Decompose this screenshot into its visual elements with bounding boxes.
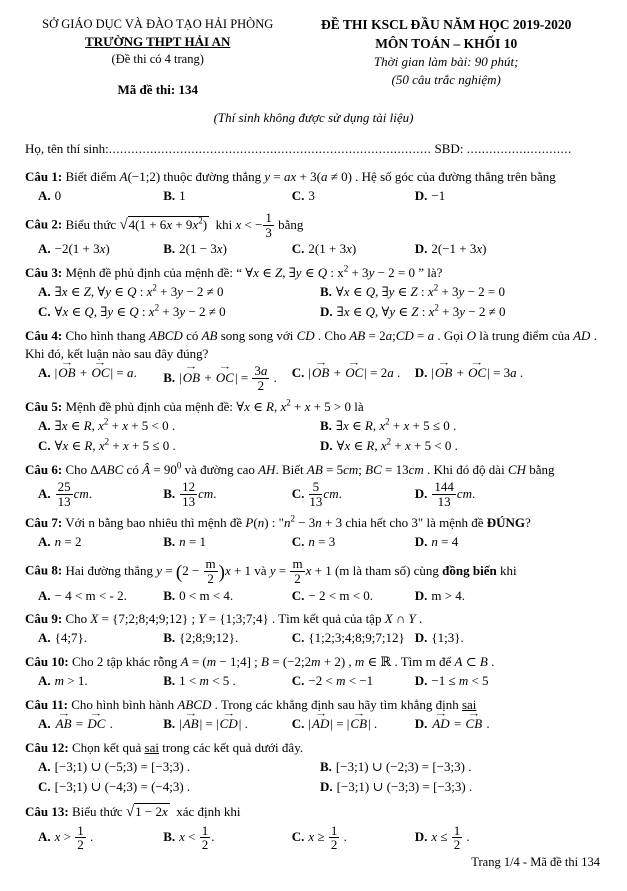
answer-option <box>320 758 602 776</box>
option-letter: D. <box>414 716 428 732</box>
option-letter: C. <box>291 534 305 550</box>
question-stem <box>25 739 602 757</box>
option-letter: A. <box>38 534 51 550</box>
option-text: {1;2;3;4;8;9;7;12} <box>308 630 405 646</box>
header-right-block <box>290 16 602 99</box>
answer-option <box>292 715 415 733</box>
question <box>25 398 602 455</box>
option-letter: B. <box>163 673 176 689</box>
page-footer: Trang 1/4 - Mã đề thi 134 <box>471 854 600 869</box>
pages-note: (Đề thi có 4 trang) <box>111 52 204 67</box>
sbd-label: SBD: <box>431 141 467 157</box>
question-stem <box>25 653 602 671</box>
answer-option <box>163 364 292 392</box>
candidate-name-label: Họ, tên thí sinh: <box>25 141 109 157</box>
option-text: $\frac{144}{13}$ cm. <box>434 479 476 509</box>
option-text: 0 < m < 4. <box>179 587 234 603</box>
question-label: Câu 13: <box>25 803 69 819</box>
option-letter: B. <box>320 759 332 774</box>
option-letter: A. <box>38 485 51 501</box>
question <box>25 168 602 205</box>
department-name: SỞ GIÁO DỤC VÀ ĐÀO TẠO HẢI PHÒNG <box>42 17 274 31</box>
answer-option <box>163 629 292 647</box>
answer-option <box>320 303 602 321</box>
answer-option <box>292 533 415 551</box>
question-text: Cho ΔABC có Â = $90^0$ và đường cao AH. Biết AB = 5cm; BC = 13cm . Khi đó độ dài CH bằng <box>65 460 555 478</box>
option-text: ∀x ∈ Q, ∃y ∈ Q : $x^2 + 3y - 2 \ne 0$ <box>54 302 226 320</box>
option-text: $\frac{25}{13}$ cm. <box>57 479 93 509</box>
option-text: $\frac{12}{13}$ cm. <box>182 479 217 509</box>
question-text: Cho hình thang ABCD có AB song song với CD . Cho AB = 2a;CD = a . Gọi O là trung điểm của AD . Khi đó, kết luận nào sau đây đúng? <box>25 328 597 362</box>
option-letter: C. <box>291 716 305 732</box>
option-letter: A. <box>38 759 51 774</box>
answer-options <box>25 480 602 508</box>
option-letter: D. <box>414 630 428 646</box>
option-text: −1 <box>431 188 446 204</box>
option-letter: A. <box>38 188 51 204</box>
answer-option <box>38 758 320 776</box>
answer-options <box>25 417 602 455</box>
option-letter: C. <box>291 829 305 845</box>
option-letter: D. <box>320 304 333 320</box>
answer-option <box>292 480 415 508</box>
option-letter: D. <box>320 778 333 794</box>
question-text: Biết điểm A(−1;2) thuộc đường thẳng y = ax + 3(a ≠ 0) . Hệ số góc của đường thẳng trên bằng <box>65 169 556 185</box>
answer-options <box>25 187 602 205</box>
option-text: [−3;1) ∪ (−2;3) = [−3;3) . <box>335 759 472 774</box>
option-letter: B. <box>320 418 332 434</box>
option-letter: C. <box>291 587 305 603</box>
answer-option <box>292 587 415 605</box>
question-text: Cho X = {7;2;8;4;9;12} ; Y = {1;3;7;4} . Tìm kết quả của tập X ∩ Y . <box>65 611 423 627</box>
option-letter: D. <box>414 829 428 845</box>
answer-options <box>25 758 602 796</box>
answer-option <box>320 283 602 301</box>
answer-option <box>320 437 602 455</box>
option-text: n = 3 <box>308 534 336 550</box>
question-stem <box>25 168 602 186</box>
option-text: {1;3}. <box>431 630 464 646</box>
option-letter: B. <box>320 284 332 300</box>
answer-option <box>38 364 163 392</box>
option-letter: C. <box>38 778 51 794</box>
question-text: Với n bằng bao nhiêu thì mệnh đề P(n) : "$n^2 - 3n + 3$ chia hết cho 3" là mệnh đề ĐÚNG? <box>65 514 531 531</box>
option-text: $\frac{5}{13}$ cm. <box>309 479 342 509</box>
answer-option <box>163 672 292 690</box>
option-letter: D. <box>414 241 428 257</box>
answer-option <box>415 480 602 508</box>
school-name: TRƯỜNG THPT HẢI AN <box>85 34 231 50</box>
answer-option <box>38 533 163 551</box>
answer-option <box>38 824 163 852</box>
option-letter: C. <box>38 304 51 320</box>
option-text: 2(1 − 3x) <box>179 241 227 257</box>
option-letter: B. <box>163 241 176 257</box>
question-label: Câu 10: <box>25 654 69 670</box>
option-text: ∃x ∈ R, $x^2 + x + 5 < 0$ . <box>54 416 176 434</box>
question <box>25 461 602 508</box>
option-text: m > 1. <box>54 673 88 689</box>
question <box>25 739 602 796</box>
option-letter: C. <box>38 438 51 454</box>
answer-option <box>415 587 602 605</box>
question <box>25 610 602 647</box>
option-letter: D. <box>320 438 333 454</box>
option-letter: A. <box>38 587 51 603</box>
option-letter: C. <box>291 365 305 381</box>
option-text: AB → = DC → . <box>55 716 113 731</box>
question-text: Mệnh đề phủ định của mệnh đề: “ ∀x ∈ Z, ∃y ∈ Q : $x^2 + 3y - 2 = 0$ ” là? <box>65 264 443 281</box>
option-text: {2;8;9;12}. <box>179 630 239 646</box>
answer-option <box>415 715 602 733</box>
option-text: 2(1 + 3x) <box>308 241 357 257</box>
option-letter: A. <box>38 829 51 845</box>
option-text: ∀x ∈ R, $x^2 + x + 5 < 0$ . <box>336 436 458 454</box>
answer-option <box>292 629 415 647</box>
answer-options <box>25 629 602 647</box>
question-label: Câu 5: <box>25 399 63 415</box>
option-text: 3 <box>308 188 315 204</box>
option-letter: A. <box>38 716 51 732</box>
answer-option <box>38 303 320 321</box>
option-letter: C. <box>291 630 305 646</box>
answer-options <box>25 715 602 733</box>
option-text: m > 4. <box>431 587 466 603</box>
option-letter: C. <box>291 673 305 689</box>
option-text: |OB → + OC →| = a. <box>55 365 137 380</box>
question-stem <box>25 264 602 282</box>
option-text: ∃x ∈ Q, ∀y ∈ Z : $x^2 + 3y - 2 \ne 0$ <box>336 302 506 320</box>
option-text: ∃x ∈ Z, ∀y ∈ Q : $x^2 + 3y - 2 \ne 0$ <box>54 282 224 300</box>
option-text: 1 < m < 5 . <box>179 673 236 689</box>
answer-option <box>292 240 415 258</box>
option-text: x > $\frac{1}{2}$ . <box>54 822 94 853</box>
option-text: ∀x ∈ Q, ∃y ∈ Z : $x^2 + 3y - 2 = 0$ <box>335 282 505 300</box>
option-text: x ≤ $\frac{1}{2}$ . <box>431 822 470 853</box>
question-stem <box>25 610 602 628</box>
option-text: [−3;1) ∪ (−3;3) = [−3;3) . <box>336 778 473 794</box>
question <box>25 696 602 733</box>
option-letter: A. <box>38 241 51 257</box>
option-letter: A. <box>38 418 51 434</box>
option-letter: A. <box>38 630 51 646</box>
option-text: −1 ≤ m < 5 <box>431 673 489 689</box>
question <box>25 653 602 690</box>
answer-option <box>38 417 320 435</box>
answer-option <box>163 240 292 258</box>
option-letter: B. <box>163 188 176 204</box>
option-text: ∀x ∈ R, $x^2 + x + 5 \le 0$ . <box>54 436 176 454</box>
answer-option <box>415 187 602 205</box>
answer-option <box>320 417 602 435</box>
question-label: Câu 7: <box>25 515 63 531</box>
answer-option <box>38 629 163 647</box>
option-text: 1 <box>179 188 186 204</box>
option-letter: C. <box>291 241 305 257</box>
option-text: [−3;1) ∪ (−4;3) = (−4;3) . <box>54 778 191 794</box>
answer-option <box>163 824 292 852</box>
answer-options <box>25 283 602 321</box>
question-stem <box>25 802 602 823</box>
option-text: AD → = CB → . <box>431 716 489 731</box>
question <box>25 802 602 852</box>
option-text: ∃x ∈ R, $x^2 + x + 5 \le 0$ . <box>335 416 457 434</box>
question-text: Cho 2 tập khác rỗng A = (m − 1;4] ; B = (−2;2m + 2) , m ∈ ℝ . Tìm m để A ⊂ B . <box>71 654 495 670</box>
answer-options <box>25 240 602 258</box>
answer-option <box>38 715 163 733</box>
question <box>25 514 602 551</box>
option-text: [−3;1) ∪ (−5;3) = [−3;3) . <box>54 759 191 774</box>
question <box>25 327 602 392</box>
answer-option <box>415 824 602 852</box>
answer-option <box>38 437 320 455</box>
answer-options <box>25 824 602 852</box>
question-stem <box>25 557 602 585</box>
sbd-field: ............................ <box>466 141 572 157</box>
answer-option <box>415 364 602 392</box>
option-letter: C. <box>291 188 305 204</box>
answer-option <box>38 283 320 301</box>
answer-option <box>163 715 292 733</box>
exam-code: Mã đề thi: 134 <box>117 82 198 98</box>
question-label: Câu 4: <box>25 328 63 344</box>
option-text: n = 1 <box>179 534 206 550</box>
answer-option <box>38 187 163 205</box>
exam-title: ĐỀ THI KSCL ĐẦU NĂM HỌC 2019-2020 <box>321 17 572 32</box>
option-letter: A. <box>38 284 51 300</box>
option-letter: B. <box>163 369 176 385</box>
question <box>25 557 602 604</box>
option-text: − 4 < m < - 2. <box>54 587 127 603</box>
option-letter: D. <box>414 365 428 381</box>
question <box>25 264 602 321</box>
option-letter: B. <box>163 716 176 732</box>
option-letter: A. <box>38 673 51 689</box>
answer-option <box>292 672 415 690</box>
question-text: Biểu thức √ 1 − 2x xác định khi <box>72 804 241 819</box>
question-label: Câu 9: <box>25 611 63 627</box>
exam-duration: Thời gian làm bài: 90 phút; <box>373 54 519 70</box>
question-label: Câu 6: <box>25 462 63 478</box>
answer-option <box>38 587 163 605</box>
question-text: Biểu thức √ $4(1 + 6x + 9x^2)$ khi x < − $\frac{1}{3}$ bằng <box>65 217 303 232</box>
answer-options <box>25 587 602 605</box>
question-text: Chọn kết quả sai trong các kết quả dưới đây. <box>71 740 304 756</box>
option-letter: D. <box>414 188 428 204</box>
option-text: x < $\frac{1}{2}$ . <box>179 822 215 853</box>
answer-option <box>320 778 602 796</box>
question-text: Hai đường thẳng y = (2 − $\frac{m}{2}$ )x + 1 và y = $\frac{m}{2}$ x + 1 (m là tham số) cùng đồng biến khi <box>65 556 517 586</box>
questions <box>25 168 602 852</box>
answer-option <box>292 364 415 392</box>
question-label: Câu 3: <box>25 265 63 281</box>
question-text: Mệnh đề phủ định của mệnh đề: ∀x ∈ R, $x^2 + x + 5 > 0$ là <box>65 397 364 415</box>
exam-header <box>25 16 602 99</box>
answer-option <box>415 240 602 258</box>
question-stem <box>25 398 602 416</box>
question-label: Câu 8: <box>25 562 63 578</box>
answer-options <box>25 672 602 690</box>
option-text: x ≥ $\frac{1}{2}$ . <box>308 822 347 853</box>
answer-option <box>415 672 602 690</box>
answer-option <box>163 587 292 605</box>
option-letter: B. <box>163 534 176 550</box>
question-stem <box>25 514 602 532</box>
question-stem <box>25 211 602 239</box>
option-text: |OB → + OC →| = $\frac{3a}{2}$ . <box>179 370 277 385</box>
option-text: {4;7}. <box>54 630 87 646</box>
option-text: |OB → + OC →| = 3a . <box>431 365 523 380</box>
answer-option <box>292 187 415 205</box>
option-text: − 2 < m < 0. <box>308 587 374 603</box>
option-text: n = 2 <box>54 534 82 550</box>
exam-format: (50 câu trắc nghiệm) <box>391 72 501 88</box>
option-letter: B. <box>163 485 176 501</box>
candidate-row <box>25 140 602 158</box>
question-label: Câu 1: <box>25 169 63 185</box>
option-text: −2 < m < −1 <box>308 673 374 689</box>
question-label: Câu 2: <box>25 216 63 232</box>
option-letter: A. <box>38 365 51 381</box>
option-letter: D. <box>414 534 428 550</box>
answer-option <box>292 824 415 852</box>
option-letter: D. <box>414 587 428 603</box>
option-letter: B. <box>163 630 176 646</box>
question <box>25 211 602 258</box>
header-left-block <box>25 16 290 99</box>
answer-options <box>25 364 602 392</box>
answer-option <box>38 480 163 508</box>
answer-option <box>415 629 602 647</box>
question-stem <box>25 461 602 479</box>
option-text: −2(1 + 3x) <box>54 241 110 257</box>
option-text: |AB →| = |CD →| . <box>179 716 248 731</box>
question-label: Câu 12: <box>25 740 69 756</box>
option-letter: C. <box>291 485 305 501</box>
exam-subject: MÔN TOÁN – KHỐI 10 <box>375 35 518 51</box>
answer-option <box>38 778 320 796</box>
option-letter: D. <box>414 485 428 501</box>
option-letter: B. <box>163 829 176 845</box>
option-text: |AD →| = |CB →| . <box>308 716 377 731</box>
question-text: Cho hình bình hành ABCD . Trong các khẳng định sau hãy tìm khẳng định sai <box>71 697 477 713</box>
option-text: n = 4 <box>431 534 459 550</box>
option-text: |OB → + OC →| = 2a . <box>308 365 400 380</box>
answer-option <box>163 480 292 508</box>
question-label: Câu 11: <box>25 697 68 713</box>
answer-option <box>415 533 602 551</box>
option-text: 2(−1 + 3x) <box>431 241 487 257</box>
answer-option <box>163 187 292 205</box>
answer-option <box>163 533 292 551</box>
answer-option <box>38 240 163 258</box>
candidate-name-field: ...................................................................................... <box>108 141 432 157</box>
answer-options <box>25 533 602 551</box>
option-letter: D. <box>414 673 428 689</box>
option-text: 0 <box>54 188 62 204</box>
answer-option <box>38 672 163 690</box>
materials-note: (Thí sinh không được sử dụng tài liệu) <box>213 110 414 126</box>
option-letter: B. <box>163 587 176 603</box>
